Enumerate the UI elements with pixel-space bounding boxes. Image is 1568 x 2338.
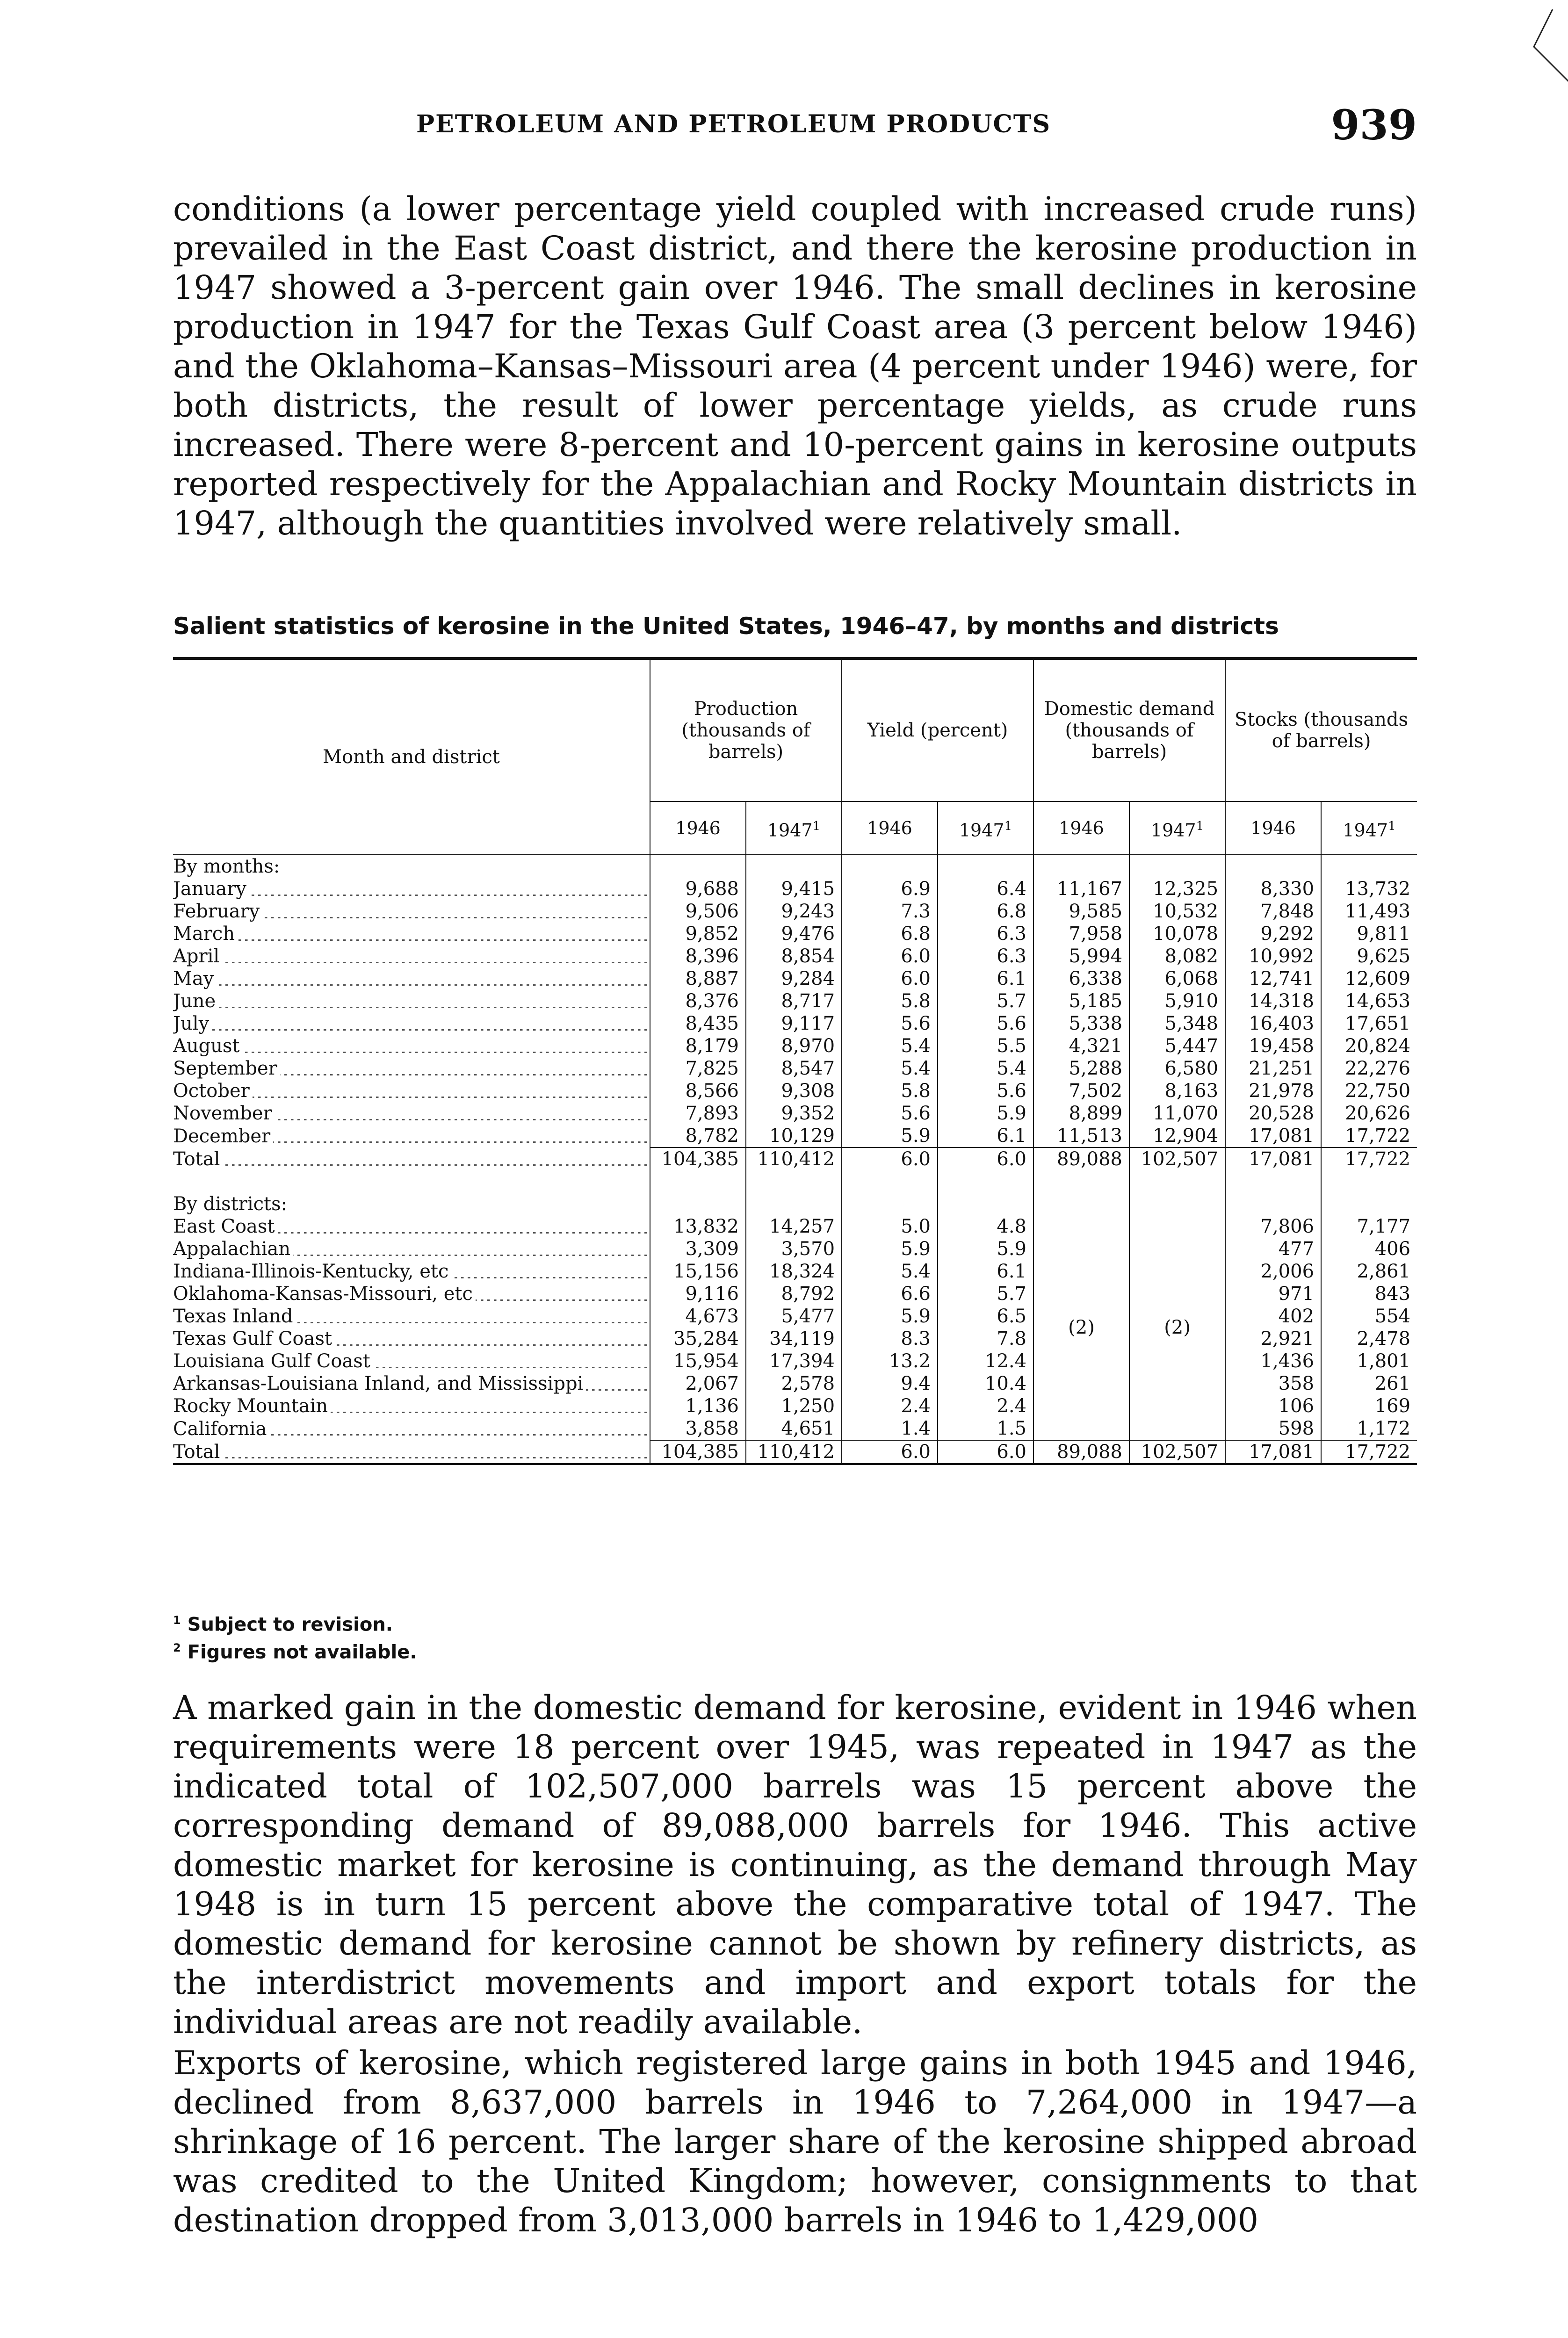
table-cell: 6.3	[938, 945, 1033, 967]
table-cell: 12.4	[938, 1350, 1033, 1372]
table-cell: 6,338	[1033, 967, 1129, 990]
total-cell: 6.0	[842, 1440, 938, 1464]
table-cell: 3,570	[746, 1238, 842, 1260]
header-yield: Yield (percent)	[842, 658, 1033, 801]
table-cell: 5,447	[1129, 1035, 1225, 1057]
empty-cell	[842, 855, 938, 878]
empty-cell	[1129, 1193, 1225, 1215]
table-cell: 6.5	[938, 1305, 1033, 1328]
paragraph-domestic-demand: A marked gain in the domestic demand for kerosine, evident in 1946 when requirements were 18 percent over 1945, was repeated in 1947 as the indicated total of 102,507,000 barrels was 15 percent above the corresponding demand of 89,088,000 barrels for 1946. This active domestic market for kerosine is continuing, as the demand through May 1948 is in turn 15 percent above the comparative total of 1947. The domestic demand for kerosine cannot be shown by refinery districts, as the interdistrict movements and import and export totals for the individual areas are not readily available.	[173, 1689, 1417, 2041]
empty-cell	[1033, 1193, 1129, 1215]
table-cell: 1,172	[1321, 1417, 1417, 1440]
table-cell: 19,458	[1225, 1035, 1321, 1057]
year-header: 1946	[1225, 801, 1321, 855]
page-header	[173, 101, 1417, 152]
table-cell: 6.3	[938, 923, 1033, 945]
table-row	[173, 1283, 1417, 1305]
table-cell: 5.9	[842, 1125, 938, 1147]
year-header: 1946	[1033, 801, 1129, 855]
table-cell: 9,688	[650, 878, 746, 900]
table-cell: 22,750	[1321, 1080, 1417, 1102]
group-heading-row	[173, 855, 1417, 878]
table-cell: 8,163	[1129, 1080, 1225, 1102]
footnotes	[173, 1609, 417, 1664]
row-label: July	[173, 1012, 650, 1035]
row-label: May	[173, 967, 650, 990]
table-cell: 10,078	[1129, 923, 1225, 945]
table-cell: 12,741	[1225, 967, 1321, 990]
table-cell: 5.9	[842, 1238, 938, 1260]
empty-cell	[746, 855, 842, 878]
paragraph-exports: Exports of kerosine, which registered large gains in both 1945 and 1946, declined from 8,637,000 barrels in 1946 to 7,264,000 in 1947—a shrinkage of 16 percent. The larger share of the kerosine shipped abroad was credited to the United Kingdom; however, consignments to that destination dropped from 3,013,000 barrels in 1946 to 1,429,000	[173, 2044, 1417, 2239]
table-cell: 9,585	[1033, 900, 1129, 923]
table-cell: 14,257	[746, 1215, 842, 1238]
row-label: Louisiana Gulf Coast	[173, 1350, 650, 1372]
table-row	[173, 1238, 1417, 1260]
table-cell: 5.4	[842, 1035, 938, 1057]
table-cell: 1,250	[746, 1395, 842, 1417]
table-cell: 8,717	[746, 990, 842, 1012]
total-cell: 17,081	[1225, 1440, 1321, 1464]
table-cell: 9,352	[746, 1102, 842, 1125]
table-cell: 8,376	[650, 990, 746, 1012]
table-cell: 13,832	[650, 1215, 746, 1238]
table-row	[173, 1215, 1417, 1238]
table-cell: 6.6	[842, 1283, 938, 1305]
table-cell: 9,116	[650, 1283, 746, 1305]
table-cell: 9,243	[746, 900, 842, 923]
table-cell: 17,081	[1225, 1125, 1321, 1147]
table-cell: 2,921	[1225, 1328, 1321, 1350]
table-cell: 169	[1321, 1395, 1417, 1417]
table-row	[173, 1305, 1417, 1328]
table-row	[173, 967, 1417, 990]
table-cell: 8,082	[1129, 945, 1225, 967]
table-cell: 1,801	[1321, 1350, 1417, 1372]
empty-cell	[1321, 1193, 1417, 1215]
table-cell: 2,578	[746, 1372, 842, 1395]
table-cell: 8,782	[650, 1125, 746, 1147]
table-cell: 6.8	[842, 923, 938, 945]
table-cell: 8,566	[650, 1080, 746, 1102]
table-cell: 843	[1321, 1283, 1417, 1305]
table-cell: 12,904	[1129, 1125, 1225, 1147]
row-label: March	[173, 923, 650, 945]
table-cell: 9,292	[1225, 923, 1321, 945]
table-cell: 1.5	[938, 1417, 1033, 1440]
row-label: June	[173, 990, 650, 1012]
table-cell: 1,436	[1225, 1350, 1321, 1372]
table-cell: 10.4	[938, 1372, 1033, 1395]
row-label: August	[173, 1035, 650, 1057]
table-row	[173, 1102, 1417, 1125]
table-cell: 14,318	[1225, 990, 1321, 1012]
table-row	[173, 1080, 1417, 1102]
total-cell: 104,385	[650, 1147, 746, 1170]
header-domestic-demand: Domestic demand (thousands of barrels)	[1033, 658, 1225, 801]
table-cell: 358	[1225, 1372, 1321, 1395]
table-cell: 554	[1321, 1305, 1417, 1328]
table-cell: 261	[1321, 1372, 1417, 1395]
table-cell: 10,129	[746, 1125, 842, 1147]
table-cell: 8,435	[650, 1012, 746, 1035]
table-cell: 2,861	[1321, 1260, 1417, 1283]
row-label: Texas Gulf Coast	[173, 1328, 650, 1350]
empty-cell	[1225, 1170, 1321, 1193]
table-cell: 3,858	[650, 1417, 746, 1440]
table-cell: 8,330	[1225, 878, 1321, 900]
empty-cell	[1321, 855, 1417, 878]
table-cell: 6.9	[842, 878, 938, 900]
table-cell: 22,276	[1321, 1057, 1417, 1080]
table-cell: 6,068	[1129, 967, 1225, 990]
table-cell: 1.4	[842, 1417, 938, 1440]
table-cell: 14,653	[1321, 990, 1417, 1012]
table-cell: 5.8	[842, 990, 938, 1012]
empty-cell	[842, 1193, 938, 1215]
table-row	[173, 1350, 1417, 1372]
table-cell: 7,177	[1321, 1215, 1417, 1238]
table-row	[173, 1012, 1417, 1035]
total-cell: 17,081	[1225, 1147, 1321, 1170]
table-cell: 971	[1225, 1283, 1321, 1305]
total-cell: 17,722	[1321, 1147, 1417, 1170]
table-cell: 5,288	[1033, 1057, 1129, 1080]
empty-cell	[1129, 855, 1225, 878]
table-cell: 5,348	[1129, 1012, 1225, 1035]
row-label: December	[173, 1125, 650, 1147]
demand-not-available: (2)	[1129, 1215, 1225, 1440]
table-title: Salient statistics of kerosine in the United States, 1946–47, by months and districts	[173, 613, 1279, 640]
group-heading-row	[173, 1193, 1417, 1215]
table-cell: 4,673	[650, 1305, 746, 1328]
table-cell: 8,887	[650, 967, 746, 990]
table-cell: 6.1	[938, 1125, 1033, 1147]
table-cell: 15,954	[650, 1350, 746, 1372]
table-row	[173, 900, 1417, 923]
table-cell: 5.5	[938, 1035, 1033, 1057]
empty-cell	[1033, 855, 1129, 878]
empty-cell	[650, 1193, 746, 1215]
table-cell: 6.1	[938, 1260, 1033, 1283]
row-label: November	[173, 1102, 650, 1125]
table-row	[173, 1417, 1417, 1440]
year-header: 1947$^1$	[1129, 801, 1225, 855]
table-cell: 10,992	[1225, 945, 1321, 967]
table-cell: 2.4	[842, 1395, 938, 1417]
table-cell: 5.9	[938, 1102, 1033, 1125]
row-label: Total	[173, 1440, 650, 1464]
table-cell: 3,309	[650, 1238, 746, 1260]
header-stocks: Stocks (thousands of barrels)	[1225, 658, 1417, 801]
table-cell: 406	[1321, 1238, 1417, 1260]
empty-cell	[746, 1193, 842, 1215]
table-cell: 5.0	[842, 1215, 938, 1238]
row-label: California	[173, 1417, 650, 1440]
row-label: By months:	[173, 855, 650, 878]
table-cell: 5.4	[842, 1260, 938, 1283]
row-label: February	[173, 900, 650, 923]
table-cell: 8,854	[746, 945, 842, 967]
running-head: PETROLEUM AND PETROLEUM PRODUCTS	[416, 110, 1051, 138]
table-cell: 8,547	[746, 1057, 842, 1080]
table-cell: 11,513	[1033, 1125, 1129, 1147]
table-cell: 11,493	[1321, 900, 1417, 923]
table-cell: 13.2	[842, 1350, 938, 1372]
table-row	[173, 923, 1417, 945]
table-cell: 2,478	[1321, 1328, 1417, 1350]
table-cell: 8,792	[746, 1283, 842, 1305]
table-cell: 17,394	[746, 1350, 842, 1372]
table-cell: 1,136	[650, 1395, 746, 1417]
table-cell: 7.3	[842, 900, 938, 923]
total-row	[173, 1440, 1417, 1464]
table-cell: 11,070	[1129, 1102, 1225, 1125]
total-row	[173, 1147, 1417, 1170]
paragraph-intro: conditions (a lower percentage yield coupled with increased crude runs) prevailed in the East Coast district, and there the kerosine production in 1947 showed a 3-percent gain over 1946. The small declines in kerosine production in 1947 for the Texas Gulf Coast area (3 percent below 1946) and the Oklahoma–Kansas–Missouri area (4 percent under 1946) were, for both districts, the result of lower percentage yields, as crude runs increased. There were 8-percent and 10-percent gains in kerosine outputs reported respectively for the Appalachian and Rocky Mountain districts in 1947, although the quantities involved were relatively small.	[173, 190, 1417, 542]
table-cell: 5,185	[1033, 990, 1129, 1012]
year-header: 1947$^1$	[746, 801, 842, 855]
row-label: East Coast	[173, 1215, 650, 1238]
empty-cell	[1321, 1170, 1417, 1193]
table-cell: 16,403	[1225, 1012, 1321, 1035]
row-label: January	[173, 878, 650, 900]
table-cell: 5.9	[938, 1238, 1033, 1260]
table-cell: 34,119	[746, 1328, 842, 1350]
table-row	[173, 878, 1417, 900]
empty-cell	[842, 1170, 938, 1193]
table-cell: 7,958	[1033, 923, 1129, 945]
table-cell: 5.6	[842, 1012, 938, 1035]
salient-statistics-table	[173, 657, 1417, 1465]
empty-cell	[650, 855, 746, 878]
table-cell: 9,117	[746, 1012, 842, 1035]
year-header: 1947$^1$	[938, 801, 1033, 855]
table-cell: 6,580	[1129, 1057, 1225, 1080]
table-cell: 8,899	[1033, 1102, 1129, 1125]
table-cell: 9,811	[1321, 923, 1417, 945]
empty-cell	[650, 1170, 746, 1193]
table-cell: 4,651	[746, 1417, 842, 1440]
table-cell: 7,806	[1225, 1215, 1321, 1238]
table-cell: 5.7	[938, 990, 1033, 1012]
empty-cell	[746, 1170, 842, 1193]
table-cell: 4,321	[1033, 1035, 1129, 1057]
table-cell: 6.4	[938, 878, 1033, 900]
footnote-1: $^1$ Subject to revision.	[173, 1614, 393, 1636]
table-cell: 598	[1225, 1417, 1321, 1440]
table-cell: 5.9	[842, 1305, 938, 1328]
empty-cell	[1129, 1170, 1225, 1193]
empty-cell	[1225, 1193, 1321, 1215]
row-label: By districts:	[173, 1193, 650, 1215]
table-cell: 7,848	[1225, 900, 1321, 923]
table-cell: 9,625	[1321, 945, 1417, 967]
table-cell: 17,722	[1321, 1125, 1417, 1147]
table-cell: 8,179	[650, 1035, 746, 1057]
corner-mark-icon	[1525, 9, 1568, 94]
header-month-district: Month and district	[173, 658, 650, 855]
table-cell: 5.4	[938, 1057, 1033, 1080]
table-cell: 2.4	[938, 1395, 1033, 1417]
header-production: Production (thousands of barrels)	[650, 658, 842, 801]
total-cell: 110,412	[746, 1440, 842, 1464]
year-header: 1946	[842, 801, 938, 855]
table-cell: 9,852	[650, 923, 746, 945]
table-row	[173, 1260, 1417, 1283]
table-cell: 6.0	[842, 967, 938, 990]
table-cell: 5.4	[842, 1057, 938, 1080]
table-row	[173, 1328, 1417, 1350]
table-cell: 106	[1225, 1395, 1321, 1417]
table-cell: 5.6	[938, 1012, 1033, 1035]
total-cell: 102,507	[1129, 1147, 1225, 1170]
table-cell: 20,824	[1321, 1035, 1417, 1057]
row-label: Appalachian	[173, 1238, 650, 1260]
table-row	[173, 1372, 1417, 1395]
total-cell: 6.0	[938, 1147, 1033, 1170]
table-cell: 15,156	[650, 1260, 746, 1283]
empty-cell	[938, 1193, 1033, 1215]
table-cell: 10,532	[1129, 900, 1225, 923]
table-cell: 8,396	[650, 945, 746, 967]
footnote-2: $^2$ Figures not available.	[173, 1641, 417, 1663]
table-cell: 5.8	[842, 1080, 938, 1102]
total-cell: 89,088	[1033, 1147, 1129, 1170]
table-cell: 5,338	[1033, 1012, 1129, 1035]
total-cell: 110,412	[746, 1147, 842, 1170]
table-row	[173, 990, 1417, 1012]
table-cell: 9,476	[746, 923, 842, 945]
table-cell: 9.4	[842, 1372, 938, 1395]
table-cell: 12,325	[1129, 878, 1225, 900]
table-cell: 21,978	[1225, 1080, 1321, 1102]
table-cell: 7.8	[938, 1328, 1033, 1350]
table-cell: 5.6	[842, 1102, 938, 1125]
table-cell: 5,477	[746, 1305, 842, 1328]
table-cell: 2,067	[650, 1372, 746, 1395]
table-cell: 21,251	[1225, 1057, 1321, 1080]
page-number: 939	[1331, 101, 1417, 149]
table-cell: 13,732	[1321, 878, 1417, 900]
table-cell: 477	[1225, 1238, 1321, 1260]
spacer-row	[173, 1170, 1417, 1193]
total-cell: 89,088	[1033, 1440, 1129, 1464]
table-row	[173, 1035, 1417, 1057]
table-cell: 2,006	[1225, 1260, 1321, 1283]
table-cell: 5.7	[938, 1283, 1033, 1305]
table-cell: 8,970	[746, 1035, 842, 1057]
table-cell: 5,994	[1033, 945, 1129, 967]
table-cell: 5.6	[938, 1080, 1033, 1102]
table-cell: 7,502	[1033, 1080, 1129, 1102]
row-label: Oklahoma-Kansas-Missouri, etc	[173, 1283, 650, 1305]
row-label: October	[173, 1080, 650, 1102]
total-cell: 17,722	[1321, 1440, 1417, 1464]
row-label: Indiana-Illinois-Kentucky, etc	[173, 1260, 650, 1283]
year-header: 1946	[650, 801, 746, 855]
table-cell: 4.8	[938, 1215, 1033, 1238]
empty-cell	[938, 1170, 1033, 1193]
demand-not-available: (2)	[1033, 1215, 1129, 1440]
table-row	[173, 1125, 1417, 1147]
row-label: Rocky Mountain	[173, 1395, 650, 1417]
table-cell: 9,308	[746, 1080, 842, 1102]
table-cell: 6.1	[938, 967, 1033, 990]
row-label: Arkansas-Louisiana Inland, and Mississippi	[173, 1372, 650, 1395]
table-cell: 9,284	[746, 967, 842, 990]
table-row	[173, 1395, 1417, 1417]
table-cell: 5,910	[1129, 990, 1225, 1012]
row-label: April	[173, 945, 650, 967]
row-label: Texas Inland	[173, 1305, 650, 1328]
table-cell: 12,609	[1321, 967, 1417, 990]
row-label: September	[173, 1057, 650, 1080]
empty-cell	[1225, 855, 1321, 878]
table-cell: 11,167	[1033, 878, 1129, 900]
year-header: 1947$^1$	[1321, 801, 1417, 855]
table-cell: 18,324	[746, 1260, 842, 1283]
table-cell: 20,626	[1321, 1102, 1417, 1125]
table-cell: 17,651	[1321, 1012, 1417, 1035]
table-cell: 9,415	[746, 878, 842, 900]
table-cell: 7,825	[650, 1057, 746, 1080]
row-label: Total	[173, 1147, 650, 1170]
table-cell: 9,506	[650, 900, 746, 923]
empty-cell	[938, 855, 1033, 878]
total-cell: 6.0	[842, 1147, 938, 1170]
total-cell: 102,507	[1129, 1440, 1225, 1464]
table-cell: 7,893	[650, 1102, 746, 1125]
table-row	[173, 1057, 1417, 1080]
table-cell: 20,528	[1225, 1102, 1321, 1125]
total-cell: 104,385	[650, 1440, 746, 1464]
table-cell: 6.0	[842, 945, 938, 967]
table-cell: 35,284	[650, 1328, 746, 1350]
table-cell: 402	[1225, 1305, 1321, 1328]
table-cell: 6.8	[938, 900, 1033, 923]
total-cell: 6.0	[938, 1440, 1033, 1464]
empty-cell	[173, 1170, 650, 1193]
table-cell: 8.3	[842, 1328, 938, 1350]
empty-cell	[1033, 1170, 1129, 1193]
table-row	[173, 945, 1417, 967]
